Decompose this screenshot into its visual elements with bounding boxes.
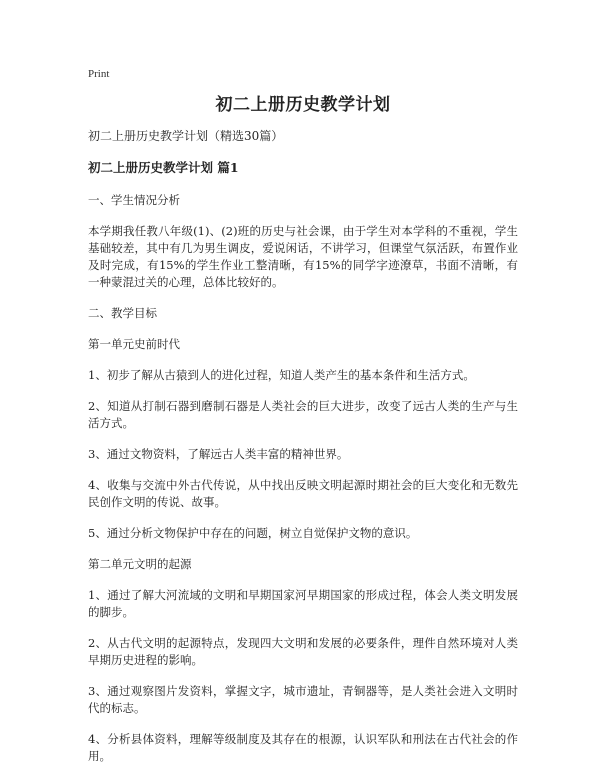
document-title: 初二上册历史教学计划 — [215, 95, 391, 115]
heading-unit-2: 第二单元文明的起源 — [88, 557, 192, 571]
heading-unit-1: 第一单元史前时代 — [88, 337, 180, 351]
unit-2-item-3: 3、通过观察图片发资料，掌握文字，城市遗址，青铜器等，是人类社会进入文明时代的标志。 — [88, 684, 518, 715]
unit-2-item-1: 1、通过了解大河流域的文明和早期国家河早期国家的形成过程，体会人类文明发展的脚步。 — [88, 588, 518, 619]
print-label: Print — [88, 68, 110, 80]
heading-student-analysis: 一、学生情况分析 — [88, 193, 180, 207]
unit-1-item-2: 2、知道从打制石器到磨制石器是人类社会的巨大进步，改变了远古人类的生产与生活方式。 — [88, 399, 518, 430]
unit-1-item-5: 5、通过分析文物保护中存在的问题，树立自觉保护文物的意识。 — [88, 526, 418, 540]
unit-2-item-4: 4、分析县体资料，理解等级制度及其存在的根源，认识军队和刑法在古代社会的作用。 — [88, 732, 518, 763]
unit-1-item-3: 3、通过文物资料，了解远古人类丰富的精神世界。 — [88, 447, 349, 461]
paragraph-student-analysis: 本学期我任教八年级(1)、(2)班的历史与社会课，由于学生对本学科的不重视，学生基础较差，其中有几为男生调皮，爱说闲话，不讲学习，但课堂气氛活跃，布置作业及时完成，有15%的学生作业工整清晰，有15%的同学字迹潦草，书面不清晰，有一种蒙混过关的心理，总体比较好的。 — [88, 224, 518, 289]
heading-teaching-goals: 二、教学目标 — [88, 306, 157, 320]
section-title: 初二上册历史教学计划 篇1 — [88, 160, 239, 175]
document-page — [88, 68, 518, 779]
unit-1-item-1: 1、初步了解从古猿到人的进化过程，知道人类产生的基本条件和生活方式。 — [88, 368, 475, 382]
unit-1-item-4: 4、收集与交流中外古代传说，从中找出反映文明起源时期社会的巨大变化和无数先民创作文明的传说、故事。 — [88, 478, 518, 509]
document-subtitle: 初二上册历史教学计划（精选30篇） — [88, 129, 284, 143]
unit-2-item-2: 2、从古代文明的起源特点，发现四大文明和发展的必要条件，理件自然环境对人类早期历史进程的影响。 — [88, 636, 518, 667]
